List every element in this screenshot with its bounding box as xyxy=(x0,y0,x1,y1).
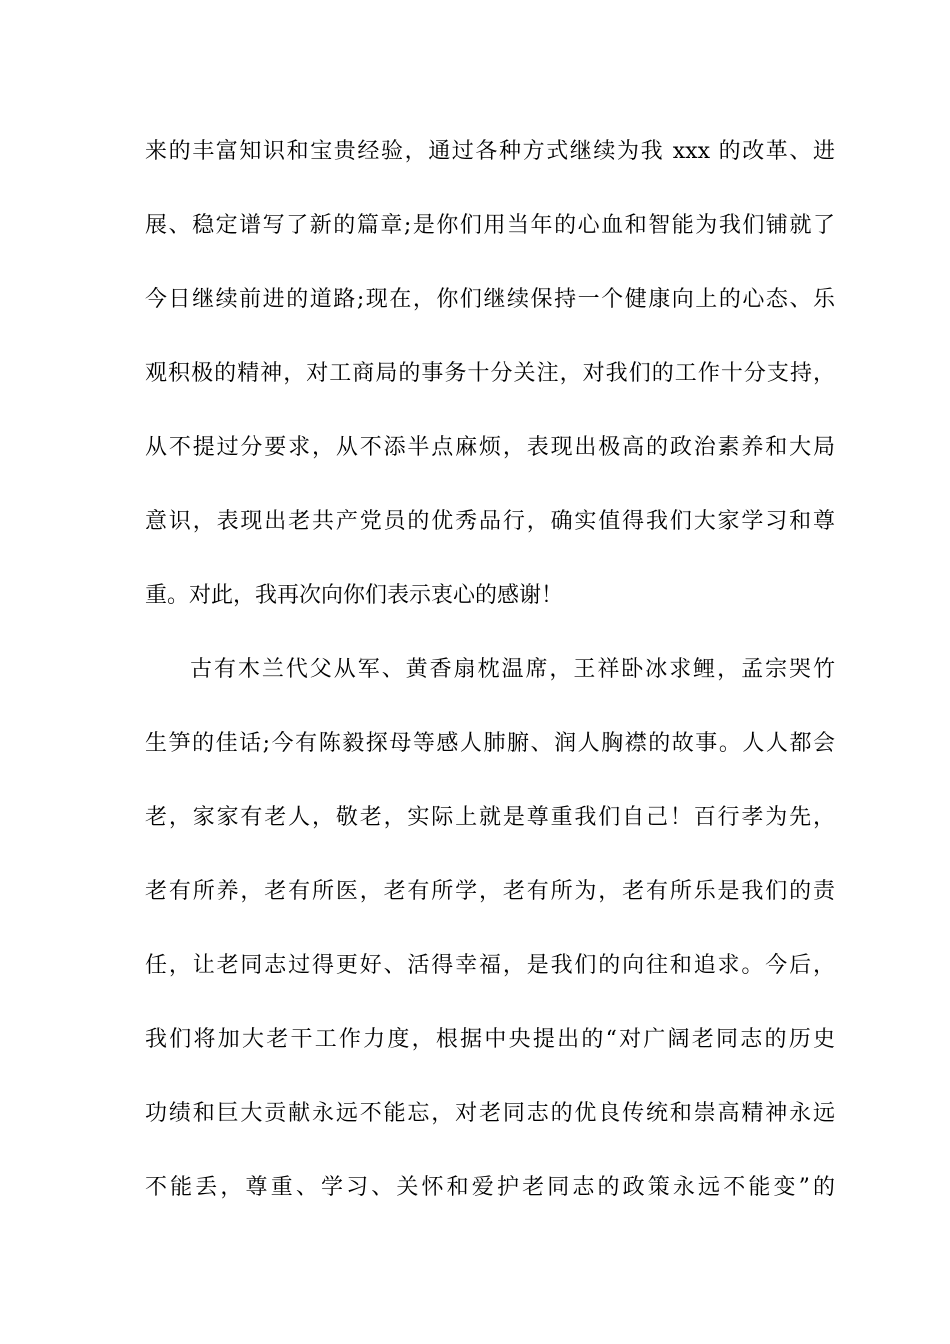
paragraph-line: 不能丢，尊重、学习、关怀和爱护老同志的政策永远不能变”的 xyxy=(145,1175,835,1200)
paragraph-line: 来的丰富知识和宝贵经验，通过各种方式继续为我 xxx 的改革、进 xyxy=(145,139,835,164)
paragraph-line: 意识，表现出老共产党员的优秀品行，确实值得我们大家学习和尊 xyxy=(145,509,835,534)
paragraph-line: 今日继续前进的道路;现在，你们继续保持一个健康向上的心态、乐 xyxy=(145,287,835,312)
paragraph-line: 老有所养，老有所医，老有所学，老有所为，老有所乐是我们的责 xyxy=(145,879,835,904)
paragraph-line: 从不提过分要求，从不添半点麻烦，表现出极高的政治素养和大局 xyxy=(145,435,835,460)
paragraph-first-line: 古有木兰代父从军、黄香扇枕温席，王祥卧冰求鲤，孟宗哭竹 xyxy=(190,657,835,682)
paragraph-line: 老，家家有老人，敬老，实际上就是尊重我们自己！百行孝为先， xyxy=(145,805,835,830)
paragraph-line: 观积极的精神，对工商局的事务十分关注，对我们的工作十分支持， xyxy=(145,361,835,386)
paragraph-line: 任，让老同志过得更好、活得幸福，是我们的向往和追求。今后， xyxy=(145,953,835,978)
paragraph-line: 展、稳定谱写了新的篇章;是你们用当年的心血和智能为我们铺就了 xyxy=(145,213,835,238)
paragraph-line-last: 重。对此，我再次向你们表示衷心的感谢！ xyxy=(145,583,564,608)
paragraph-line: 我们将加大老干工作力度，根据中央提出的“对广阔老同志的历史 xyxy=(145,1027,835,1052)
paragraph-line: 生笋的佳话;今有陈毅探母等感人肺腑、润人胸襟的故事。人人都会 xyxy=(145,731,835,756)
paragraph-line: 功绩和巨大贡献永远不能忘，对老同志的优良传统和崇高精神永远 xyxy=(145,1101,835,1126)
